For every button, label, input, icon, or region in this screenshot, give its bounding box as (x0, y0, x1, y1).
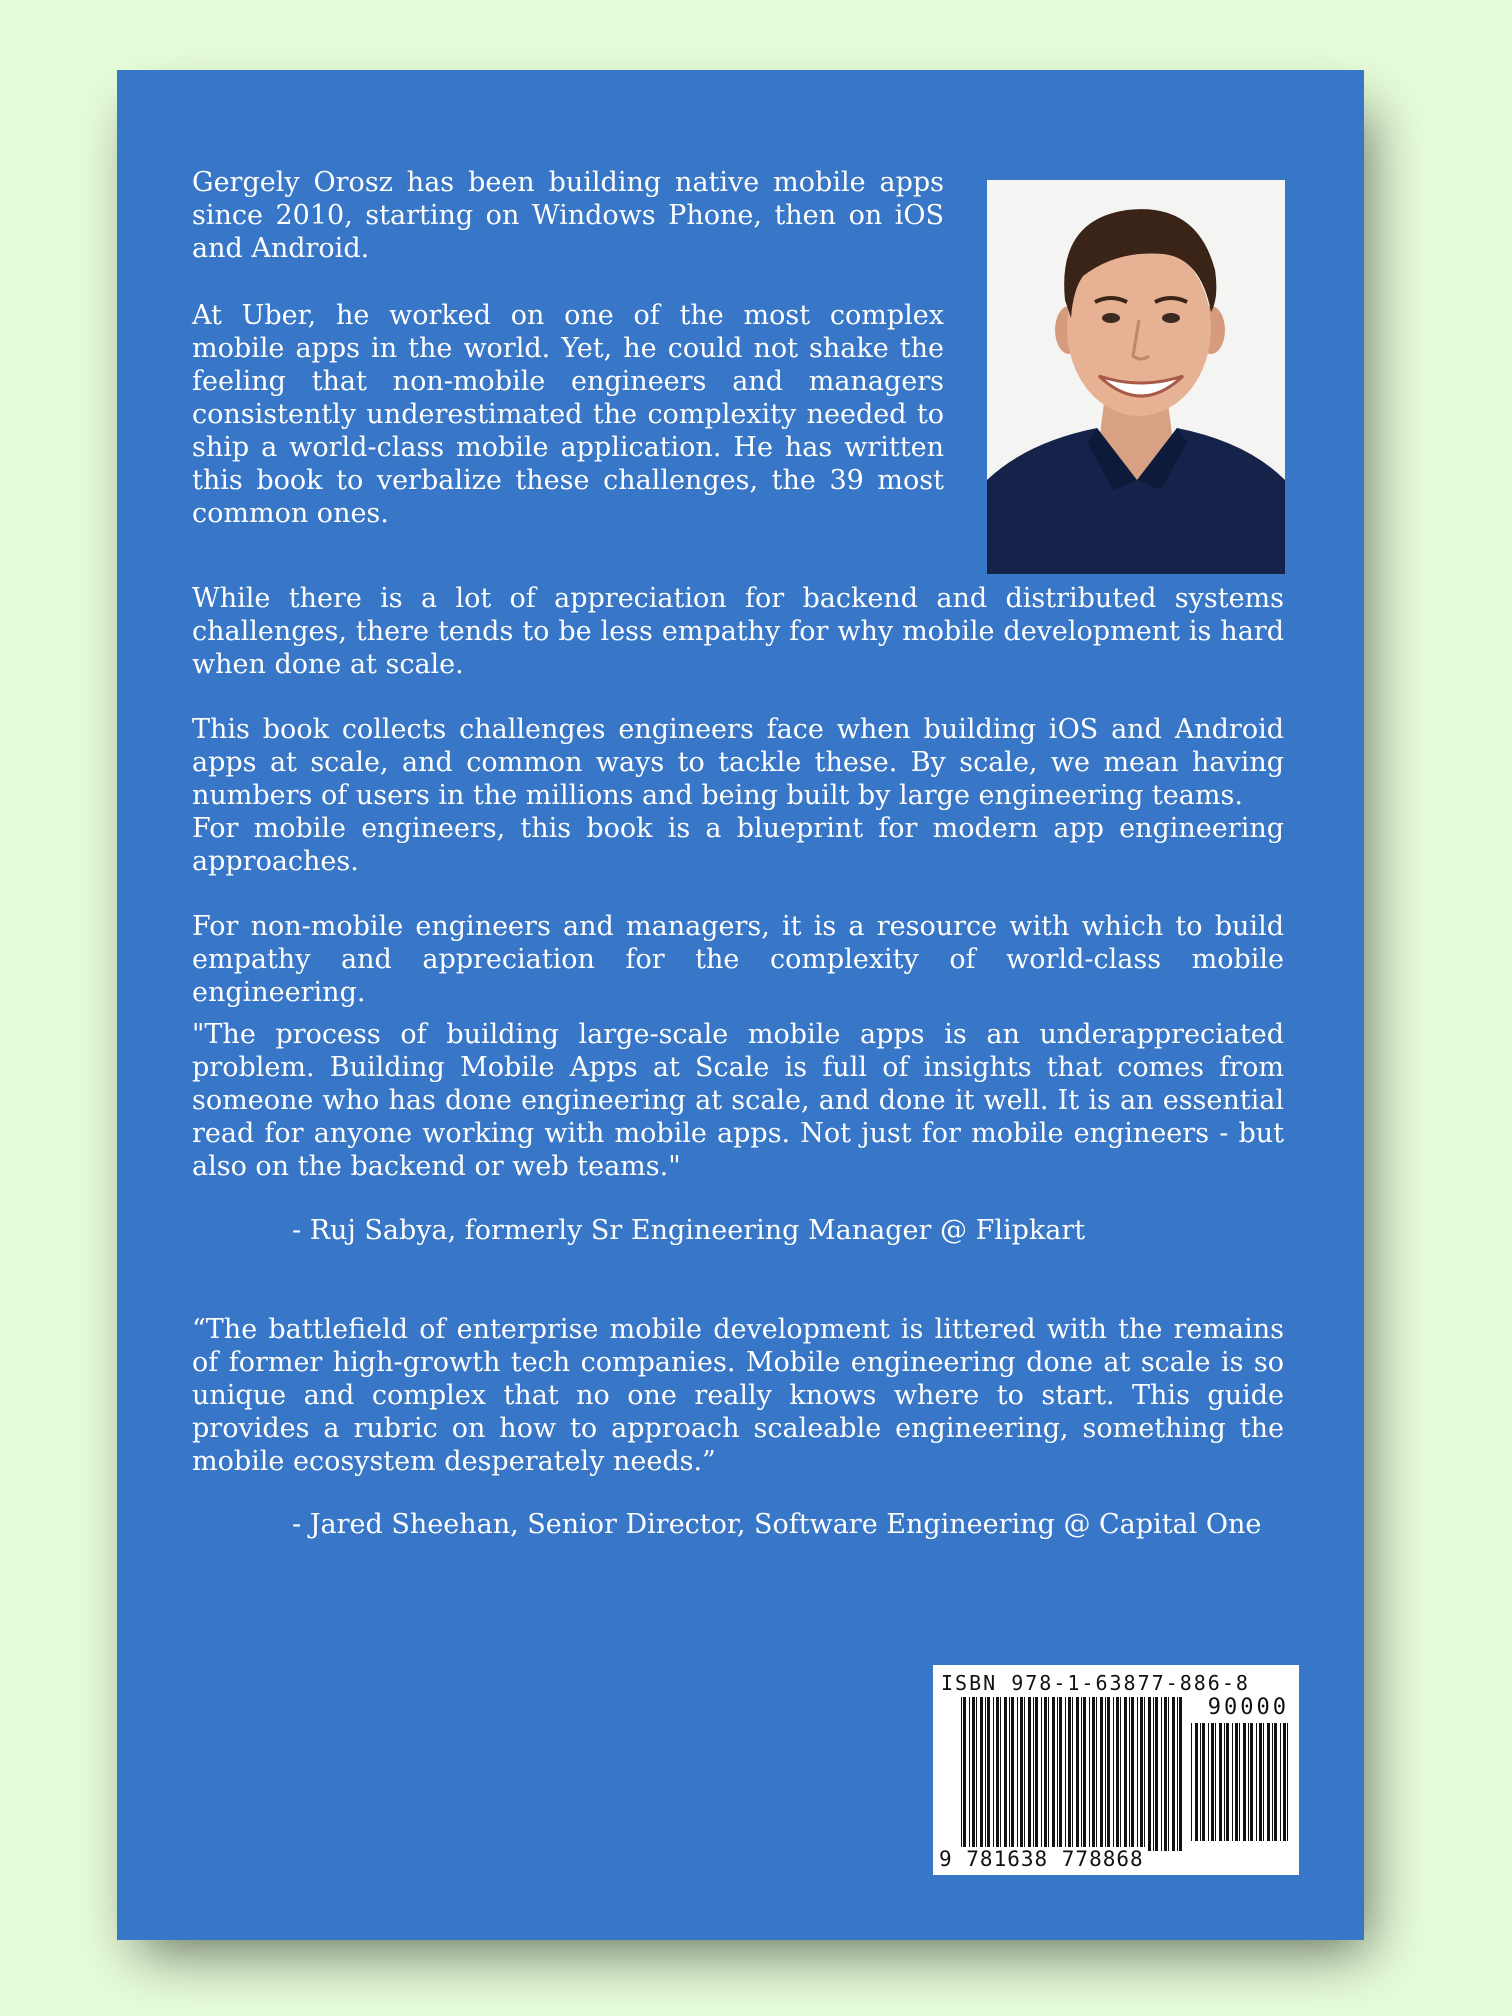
testimonial-attribution-2: - Jared Sheehan, Senior Director, Software Engineering @ Capital One (292, 1509, 1262, 1540)
description-paragraph-3: For mobile engineers, this book is a blueprint for modern app engineering approaches. (192, 813, 1284, 877)
author-bio (192, 166, 944, 530)
isbn-barcode (933, 1665, 1299, 1875)
price-code: 90000 (1207, 1695, 1289, 1720)
barcode-bars (933, 1665, 1299, 1875)
testimonial-quote-1: "The process of building large-scale mobile apps is an underappreciated problem. Building Mobile Apps at Scale is full of insights that comes from someone who has done engineering at scale, and done it well. It is an essential read for anyone working with mobile apps. Not just for mobile engineers - but also on the backend or web teams." (192, 1019, 1284, 1182)
bio-paragraph-1: Gergely Orosz has been building native mobile apps since 2010, starting on Windows Phone, then on iOS and Android. (192, 167, 944, 264)
testimonial-quote-2: “The battlefield of enterprise mobile development is littered with the remains of former high-growth tech companies. Mobile engineering done at scale is so unique and complex that no one really knows where to start. This guide provides a rubric on how to approach scaleable engineering, something the mobile ecosystem desperately needs.” (192, 1314, 1284, 1477)
bio-paragraph-2: At Uber, he worked on one of the most complex mobile apps in the world. Yet, he could not shake the feeling that non-mobile engineers and managers consistently underestimated the complexity needed to ship a world-class mobile application. He has written this book to verbalize these challenges, the 39 most common ones. (192, 300, 944, 529)
testimonial-attribution-1: - Ruj Sabya, formerly Sr Engineering Manager @ Flipkart (292, 1215, 1086, 1246)
description-paragraph-4: For non-mobile engineers and managers, it is a resource with which to build empathy and appreciation for the complexity of world-class mobile engineering. (192, 911, 1284, 1008)
isbn-number: ISBN 978-1-63877-886-8 (941, 1671, 1250, 1695)
description-paragraph-2: This book collects challenges engineers face when building iOS and Android apps at scale, and common ways to tackle these. By scale, we mean having numbers of users in the millions and being built by large engineering teams. (192, 714, 1284, 811)
book-back-cover (117, 70, 1364, 1940)
book-description (192, 582, 1284, 1009)
author-portrait-image (987, 180, 1285, 574)
author-photo (987, 180, 1285, 574)
barcode-digits: 9 781638 778868 (939, 1847, 1144, 1871)
description-paragraph-1: While there is a lot of appreciation for backend and distributed systems challenges, there tends to be less empathy for why mobile development is hard when done at scale. (192, 583, 1284, 680)
